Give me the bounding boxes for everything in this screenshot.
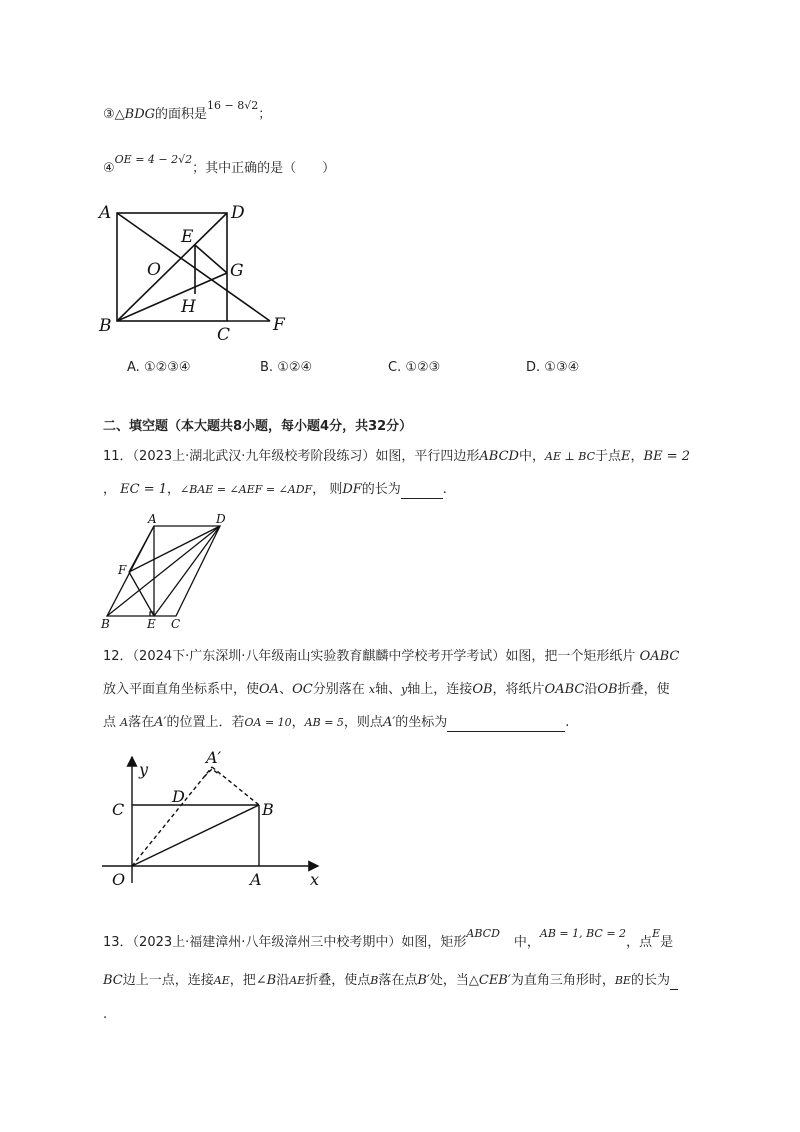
triangle-symbol: △ <box>114 107 125 122</box>
q12-text-2d: 轴、 <box>375 682 402 697</box>
q11-text-4: ， <box>630 449 644 464</box>
q11-e: E <box>621 449 631 464</box>
q12-source: （2024下·广东深圳·八年级南山实验教育麒麟中学校考开学考试） <box>132 649 506 664</box>
q13-text-2e: 落在点 <box>378 973 418 988</box>
q11-be: BE = 2 <box>643 449 691 464</box>
label-H: H <box>181 297 196 317</box>
q10-item3-text: 的面积是 <box>155 107 208 122</box>
label-C: C <box>112 800 125 819</box>
q12-text-2a: 放入平面直角坐标系中，使 <box>103 682 260 697</box>
q12-text-3f: 的坐标为 <box>395 715 448 730</box>
label-E: E <box>181 227 194 247</box>
q13-triangle-ceb: △CEB′ <box>468 973 511 988</box>
q13-abcd: ABCD <box>466 927 500 940</box>
q11-number: 11． <box>103 449 133 464</box>
option-a-text: ①②③④ <box>143 360 191 375</box>
label-E: E <box>147 617 156 631</box>
q13-e: E <box>652 927 661 940</box>
q12-text-2f: ，将纸片 <box>492 682 545 697</box>
q13-line3: . <box>103 1007 108 1022</box>
q11-figure <box>100 512 240 632</box>
q12-text-2e: 轴上，连接 <box>407 682 473 697</box>
q11-text-1: 如图，平行四边形 <box>375 449 480 464</box>
option-b-text: ①②④ <box>277 360 313 375</box>
q11-source: （2023上·湖北武汉·九年级校考阶段练习） <box>132 449 376 464</box>
q13-line2 <box>103 972 678 990</box>
q13-ae-2: AE <box>289 974 306 987</box>
q13-b: B <box>370 974 379 987</box>
q11-end: 的长为 <box>361 482 401 497</box>
q10-item3-end: ； <box>258 107 272 122</box>
section-title: 二、填空题（本大题共8小题，每小题4分，共32分） <box>103 419 413 434</box>
label-C: C <box>217 325 231 345</box>
q12-oc: OC <box>292 682 313 697</box>
option-a[interactable] <box>127 359 191 377</box>
q12-y: y <box>401 683 408 696</box>
q12-a-prime: A′ <box>154 715 167 730</box>
option-c[interactable] <box>388 359 440 377</box>
q12-ob-2: OB <box>597 682 618 697</box>
q11-angles: ∠BAE = ∠AEF = ∠ADF <box>180 483 313 496</box>
q12-oabc: OABC <box>639 649 680 664</box>
label-A: A <box>148 512 157 526</box>
label-O: O <box>112 870 126 889</box>
triangle-name: BDG <box>124 107 156 122</box>
q12-number: 12． <box>103 649 133 664</box>
q12-period: . <box>565 715 570 730</box>
label-x: x <box>310 870 320 889</box>
q11-period: . <box>442 482 447 497</box>
label-F: F <box>118 563 127 577</box>
q11-line1 <box>103 448 690 466</box>
label-B: B <box>99 316 112 336</box>
q13-text-2b: ，把 <box>229 973 256 988</box>
label-B: B <box>101 617 110 631</box>
q11-ec: EC = 1 <box>120 482 168 497</box>
q13-angle-b: ∠B <box>255 973 277 988</box>
label-A: A <box>250 870 262 889</box>
q11-perp: AE ⊥ BC <box>545 450 596 463</box>
q12-oa-10: OA = 10 <box>244 716 292 729</box>
q13-number: 13． <box>103 935 133 950</box>
q11-text-3: 于点 <box>595 449 622 464</box>
circled-3: ③ <box>103 107 115 122</box>
option-d-text: ①③④ <box>544 360 580 375</box>
q12-text-3e: ，则点 <box>343 715 383 730</box>
option-d[interactable] <box>526 359 579 377</box>
q13-text-2d: 折叠，使点 <box>305 973 371 988</box>
q13-cond: AB = 1, BC = 2 <box>539 927 627 940</box>
q12-text-2c: 分别落在 <box>312 682 365 697</box>
label-G: G <box>230 261 244 281</box>
option-b[interactable] <box>260 359 312 377</box>
label-D: D <box>172 787 185 806</box>
q10-item3 <box>103 99 272 124</box>
q13-text-2f: 处，当 <box>429 973 469 988</box>
label-C: C <box>171 617 181 631</box>
label-B: B <box>262 800 274 819</box>
q12-a: A <box>120 716 129 729</box>
q12-text-2b: 、 <box>279 682 293 697</box>
label-A: A <box>99 203 112 223</box>
q13-text-2g: 为直角三角形时， <box>510 973 615 988</box>
q11-comma: ， <box>103 482 117 497</box>
q11-then: ， 则 <box>312 482 343 497</box>
q12-a-prime-2: A′ <box>382 715 396 730</box>
q13-b-prime: B′ <box>417 973 430 988</box>
q10-figure <box>95 200 305 350</box>
q13-text-4: 是 <box>660 935 674 950</box>
q12-oabc-2: OABC <box>544 682 585 697</box>
q12-text-3a: 点 <box>103 715 117 730</box>
label-F: F <box>273 315 285 335</box>
area-value: 16 − 8√2 <box>207 99 259 112</box>
label-O: O <box>147 260 161 280</box>
q13-text-3: ，点 <box>626 935 653 950</box>
q13-text-1: 如图，矩形 <box>401 935 467 950</box>
q13-text-2a: 边上一点，连接 <box>122 973 214 988</box>
option-c-key: C. <box>388 360 402 375</box>
q13-text-2h: 的长为 <box>630 973 670 988</box>
q12-ob: OB <box>472 682 493 697</box>
q12-text-1: 如图，把一个矩形纸片 <box>505 649 636 664</box>
q12-text-3b: 落在 <box>128 715 155 730</box>
q13-text-2: 中， <box>513 935 540 950</box>
q11-df: DF <box>342 482 362 497</box>
oe-formula: OE = 4 − 2√2 <box>114 153 193 166</box>
option-a-key: A. <box>127 360 140 375</box>
label-y: y <box>139 760 149 779</box>
q13-answer-blank[interactable] <box>670 975 678 990</box>
q12-x: x <box>368 683 376 696</box>
label-A-prime: A′ <box>206 748 222 767</box>
q12-text-2g: 沿 <box>584 682 598 697</box>
q12-ab-5: AB = 5 <box>304 716 344 729</box>
option-b-key: B. <box>260 360 274 375</box>
q13-be: BE <box>614 974 631 987</box>
q12-line1 <box>103 648 679 666</box>
q12-text-2h: 折叠，使 <box>617 682 670 697</box>
q12-answer-blank[interactable] <box>447 717 565 732</box>
q11-text-2: 中， <box>518 449 545 464</box>
q12-oa: OA <box>259 682 280 697</box>
q11-answer-blank[interactable] <box>401 484 443 499</box>
q10-item4-text: ；其中正确的是（ ） <box>192 161 336 176</box>
q10-item4 <box>103 153 336 178</box>
q13-bc: BC <box>103 973 123 988</box>
label-D: D <box>231 203 245 223</box>
q12-line2 <box>103 681 670 699</box>
option-d-key: D. <box>526 360 541 375</box>
label-D: D <box>216 512 226 526</box>
q13-source: （2023上·福建漳州·八年级漳州三中校考期中） <box>132 935 402 950</box>
q11-sep: ， <box>167 482 181 497</box>
q12-line3 <box>103 714 569 732</box>
q12-text-3c: 的位置上．若 <box>166 715 245 730</box>
q12-text-3d: ， <box>291 715 305 730</box>
option-c-text: ①②③ <box>405 360 441 375</box>
q11-line2 <box>103 481 447 499</box>
q13-ae: AE <box>213 974 230 987</box>
q11-abcd: ABCD <box>479 449 519 464</box>
q13-text-2c: 沿 <box>276 973 290 988</box>
q13-line1 <box>103 927 674 952</box>
circled-4: ④ <box>103 161 115 176</box>
q12-figure <box>100 745 340 895</box>
